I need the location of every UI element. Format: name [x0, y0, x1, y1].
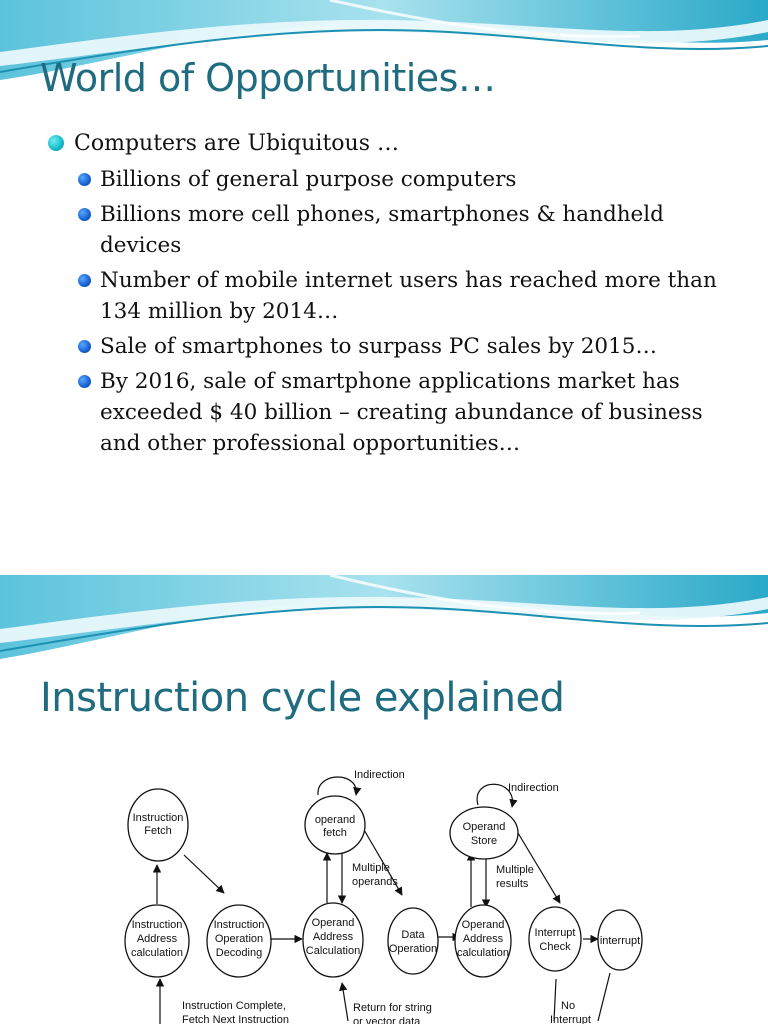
state-operand-store	[450, 807, 518, 859]
sub-bullet-circle-icon	[78, 208, 91, 221]
sub-bullet-text: By 2016, sale of smartphone applications market has exceeded $ 40 billion – creating abundance of business and other professional opportunities…	[100, 369, 703, 456]
state-label-line: Address	[462, 933, 504, 945]
transition-label: Fetch Next Instruction	[182, 1014, 289, 1024]
state-label-line: Instruction	[131, 919, 183, 931]
bullet-circle-icon	[48, 135, 64, 151]
transition-label: Indirection	[508, 782, 559, 794]
state-label-line: Check	[539, 941, 571, 953]
instruction-cycle-diagram	[120, 763, 648, 1024]
state-label-line: Operation	[388, 943, 438, 955]
sub-bullet-item	[74, 164, 748, 195]
transition-label: Instruction Complete,	[182, 1000, 286, 1012]
sub-bullet-list	[74, 164, 748, 459]
transition-label: Multiple	[352, 862, 390, 874]
sub-bullet-text: Billions more cell phones, smartphones & handheld devices	[100, 202, 664, 258]
state-label-line: Address	[312, 931, 354, 943]
transition-label: Return for string	[353, 1002, 432, 1014]
state-label-line: Instruction	[132, 812, 184, 824]
state-label-line: calculation	[131, 947, 183, 959]
state-label-line: fetch	[323, 827, 347, 839]
transition-label: Multiple	[496, 864, 534, 876]
transition-label: Indirection	[354, 769, 405, 781]
state-label-line: Operand	[311, 917, 355, 929]
state-label-line: calculation	[457, 947, 509, 959]
sub-bullet-circle-icon	[78, 274, 91, 287]
transition-label: operands	[352, 876, 398, 888]
state-label-line: Operation	[214, 933, 264, 945]
state-label-line: Instruction	[213, 919, 265, 931]
sub-bullet-text: Number of mobile internet users has reached more than 134 million by 2014…	[100, 268, 717, 324]
transition-label: No	[561, 1000, 576, 1012]
sub-bullet-item	[74, 366, 748, 459]
sub-bullet-circle-icon	[78, 340, 91, 353]
slide-title: World of Opportunities…	[40, 56, 496, 100]
state-label-line: Operand	[462, 821, 506, 833]
state-interrupt-check	[529, 907, 581, 971]
slide-gap	[0, 540, 768, 575]
sub-bullet-item	[74, 265, 748, 327]
sub-bullet-item	[74, 331, 748, 362]
bullet-item	[48, 128, 748, 459]
transition-label: results	[496, 878, 529, 890]
sub-bullet-circle-icon	[78, 173, 91, 186]
state-label-line: Address	[136, 933, 178, 945]
sub-bullet-item	[74, 199, 748, 261]
header-wave-decoration	[0, 575, 768, 670]
sub-bullet-circle-icon	[78, 375, 91, 388]
sub-bullet-text: Billions of general purpose computers	[100, 167, 517, 192]
state-label-line: Data	[401, 929, 425, 941]
state-label-line: interrupt	[599, 935, 641, 947]
transition-label: Interrupt	[550, 1014, 591, 1024]
slide-instruction-cycle	[0, 575, 768, 1024]
bullet-text: Computers are Ubiquitous …	[74, 131, 399, 156]
state-label-line: Decoding	[215, 947, 263, 959]
state-label-line: Store	[470, 835, 498, 847]
state-label-line: Fetch	[144, 825, 172, 837]
state-label-line: operand	[314, 814, 356, 826]
state-label-line: Interrupt	[534, 927, 576, 939]
slide-title: Instruction cycle explained	[40, 675, 565, 721]
state-data-operation	[388, 908, 438, 974]
state-label-line: Operand	[461, 919, 505, 931]
sub-bullet-text: Sale of smartphones to surpass PC sales by 2015…	[100, 334, 657, 359]
transition-label: or vector data	[353, 1016, 421, 1024]
bullet-list	[48, 128, 748, 463]
state-label-line: Calculation	[305, 945, 361, 957]
